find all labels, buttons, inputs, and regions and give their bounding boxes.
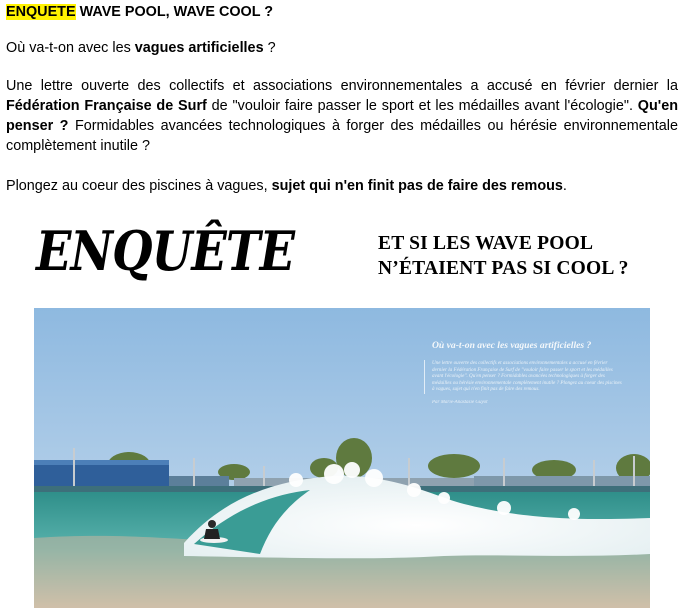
magazine-title: ENQUÊTE xyxy=(36,219,295,283)
dive-text: Plongez au coeur des piscines à vagues, xyxy=(6,178,272,194)
letter-text-3: Formidables avancées technologiques à forger des médailles ou hérésie environnementale complètement inutile ? xyxy=(6,118,678,154)
overlay-title: Où va-t-on avec les vagues artificielles ? xyxy=(432,340,592,351)
question-end: ? xyxy=(263,40,276,56)
magazine-question-line-1: ET SI LES WAVE POOL xyxy=(378,233,594,254)
letter-question: Qu'en penser ? xyxy=(6,98,678,134)
headline xyxy=(6,2,678,22)
dive-end: . xyxy=(562,178,567,194)
question-text: Où va-t-on avec les xyxy=(6,40,135,56)
letter-text-2: de "vouloir faire passer le sport et les médailles avant l'écologie". xyxy=(206,98,638,114)
letter-paragraph xyxy=(6,76,678,156)
dive-paragraph xyxy=(6,176,678,196)
headline-text: WAVE POOL, WAVE COOL ? xyxy=(79,4,274,20)
magazine-question-line-2: N’ÉTAIENT PAS SI COOL ? xyxy=(378,258,629,279)
magazine-question xyxy=(378,231,629,281)
enquete-tag: ENQUETE xyxy=(6,4,76,20)
overlay-body: Une lettre ouverte des collectifs et associations environnementales a accusé en février dernier la Fédération Française de Surf de "vouloir faire passer le sport et les médailles avant l'écologie". Qu'en penser ? Formidables avancées technologiques à forger des médailles ou hérésie environnementale complètement inutile ? Plongez au coeur des piscines à vagues, sujet qui n'en finit pas de faire des remous. xyxy=(432,360,622,393)
overlay-author: Par Marie-Anastasie Guyot xyxy=(432,399,488,405)
ffs-name: Fédération Française de Surf xyxy=(6,98,207,114)
intro-text xyxy=(6,2,678,196)
question-paragraph xyxy=(6,38,678,58)
overlay-rule xyxy=(424,360,425,394)
article-overlay xyxy=(432,340,622,405)
wave-pool-photo xyxy=(34,308,650,608)
dive-emphasis: sujet qui n'en finit pas de faire des remous xyxy=(271,178,563,194)
letter-text-1: Une lettre ouverte des collectifs et associations environnementales a accusé en février dernier la xyxy=(6,78,678,94)
question-emphasis: vagues artificielles xyxy=(134,40,264,56)
